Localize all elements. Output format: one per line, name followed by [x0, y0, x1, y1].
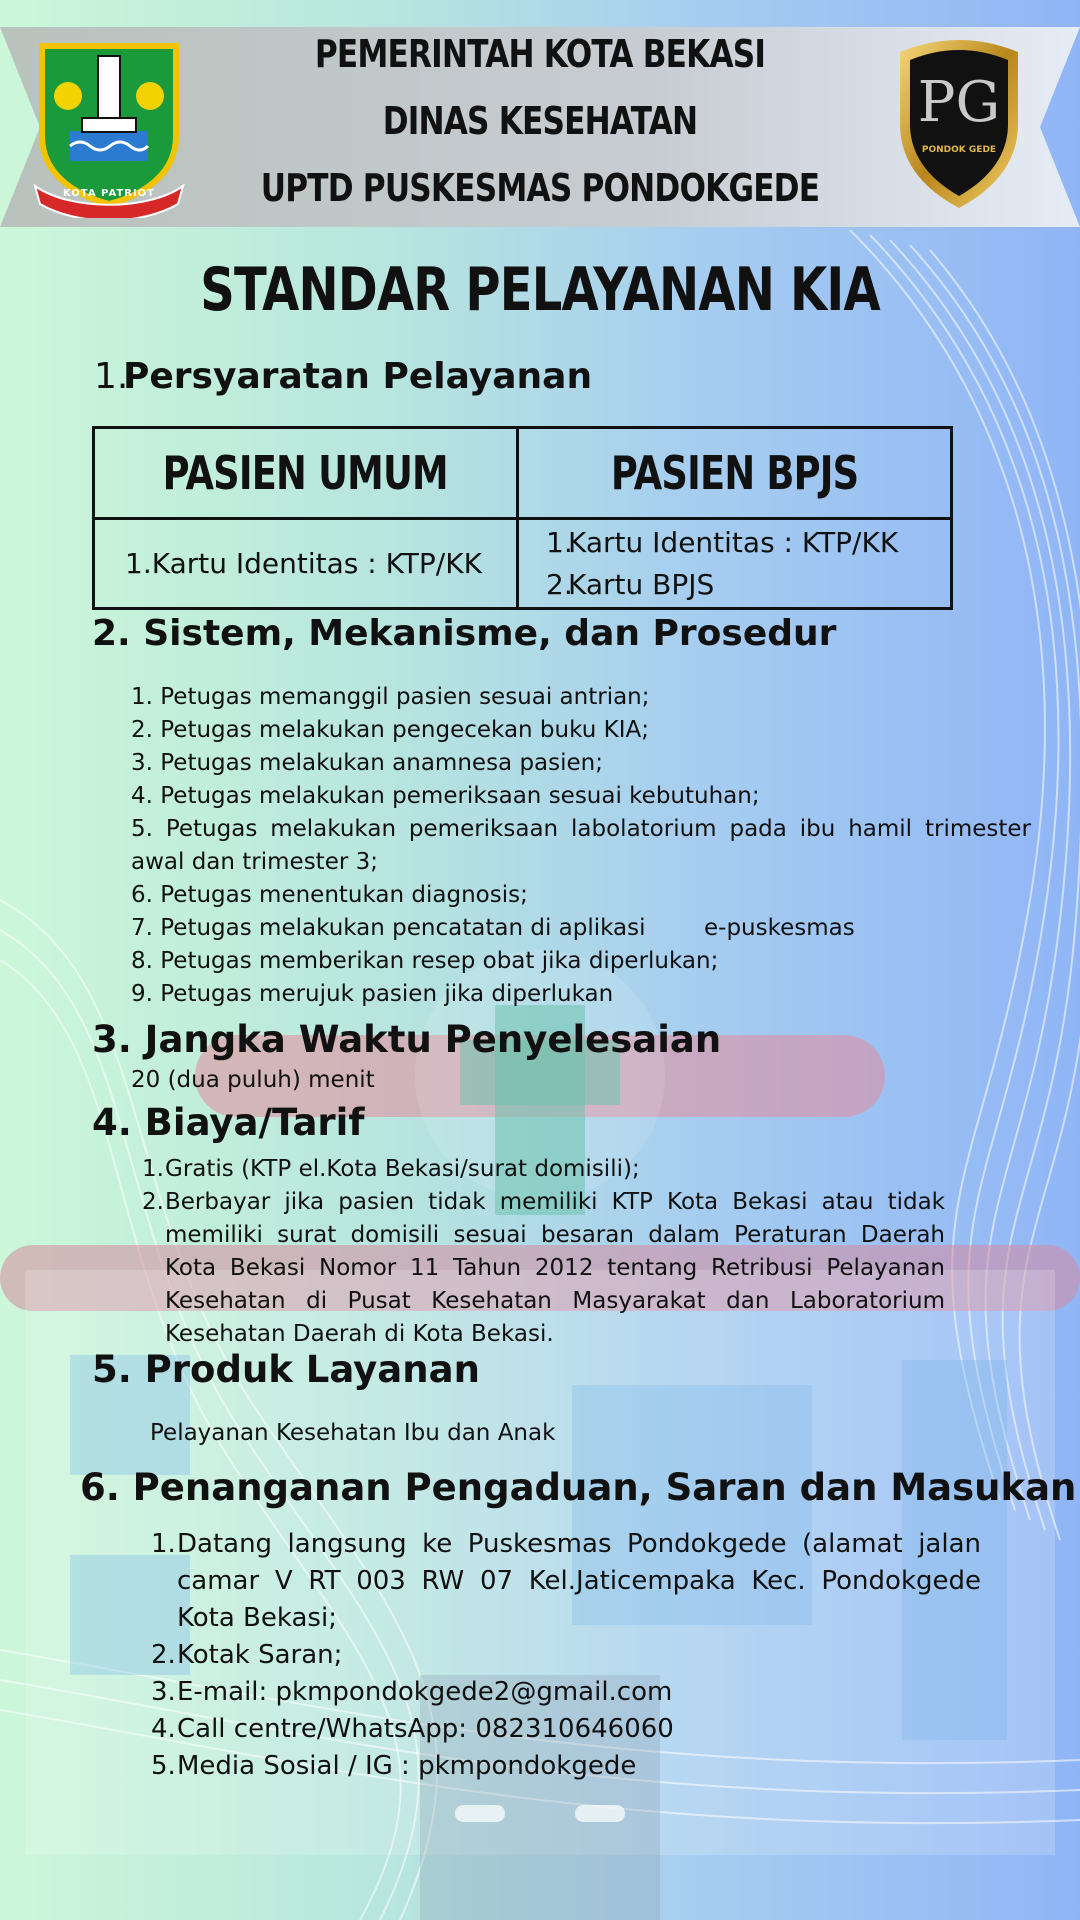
list-item: 2. Berbayar jika pasien tidak memiliki KTP Kota Bekasi atau tidak memiliki surat domisili sesuai besaran dalam Peraturan Daerah Kota Bekasi Nomor 11 Tahun 2012 tentang Retribusi Pelayanan Kesehatan di Pusat Kesehatan Masyarakat dan Laboratorium Kesehatan Daerah di Kota Bekasi. [142, 1189, 945, 1347]
header-line-government: PEMERINTAH KOTA BEKASI [314, 32, 766, 76]
list-item: 2. Petugas melakukan pengecekan buku KIA; [131, 717, 649, 743]
list-item: Kartu Identitas : KTP/KK [151, 547, 482, 580]
list-item: 6. Petugas menentukan diagnosis; [131, 882, 528, 908]
list-item: 5. Petugas melakukan pemeriksaan labolatorium pada ibu hamil trimester awal dan trimester 3; [131, 816, 1031, 875]
section4-title: 4. Biaya/Tarif [92, 1101, 365, 1144]
table-cell-umum [94, 519, 518, 609]
table-header-umum: PASIEN UMUM [94, 428, 518, 519]
page-title: STANDAR PELAYANAN KIA [200, 255, 880, 325]
list-item: 2. Kotak Saran; [151, 1640, 343, 1670]
table-cell-bpjs [518, 519, 952, 609]
section3-title: 3. Jangka Waktu Penyelesaian [92, 1018, 722, 1061]
list-item: 7. Petugas melakukan pencatatan di aplikasi e-puskesmas [131, 915, 855, 941]
pg-logo-caption: PONDOK GEDE [921, 145, 997, 155]
requirements-table [92, 426, 953, 610]
list-number: 2. [546, 567, 573, 601]
crest-ribbon-text: KOTA PATRIOT [62, 188, 155, 199]
section2-title: 2. Sistem, Mekanisme, dan Prosedur [92, 613, 837, 654]
list-item: 3. Petugas melakukan anamnesa pasien; [131, 750, 603, 776]
list-item: 8. Petugas memberikan resep obat jika diperlukan; [131, 948, 719, 974]
pg-logo-letters: PG [917, 70, 1001, 135]
procedure-list [131, 681, 1031, 1011]
list-item: 1. Petugas memanggil pasien sesuai antrian; [131, 684, 650, 710]
fee-list [142, 1153, 945, 1351]
list-item: 1. Gratis (KTP el.Kota Bekasi/surat domisili); [142, 1156, 640, 1182]
table-header-bpjs: PASIEN BPJS [518, 428, 952, 519]
social-media-handle: Media Sosial / IG : pkmpondokgede [177, 1751, 637, 1781]
service-product-text: Pelayanan Kesehatan Ibu dan Anak [150, 1420, 556, 1446]
list-item: 3. E-mail: pkmpondokgede2@gmail.com [151, 1677, 673, 1707]
list-item: Kartu BPJS [568, 567, 715, 601]
section5-title: 5. Produk Layanan [92, 1348, 480, 1391]
complaint-channel-list [151, 1526, 981, 1785]
section6-title: 6. Penanganan Pengaduan, Saran dan Masukan [80, 1466, 1077, 1509]
email-address: E-mail: pkmpondokgede2@gmail.com [177, 1677, 673, 1707]
section1-title: Persyaratan Pelayanan [123, 356, 593, 397]
list-item: 4. Petugas melakukan pemeriksaan sesuai kebutuhan; [131, 783, 760, 809]
phone-number: Call centre/WhatsApp: 082310646060 [177, 1714, 674, 1744]
list-item: Kartu Identitas : KTP/KK [568, 525, 899, 559]
list-number: 1. [125, 547, 152, 580]
list-item: 4. Call centre/WhatsApp: 082310646060 [151, 1714, 674, 1744]
header-line-uptd: UPTD PUSKESMAS PONDOKGEDE [260, 166, 820, 210]
list-item: 5. Media Sosial / IG : pkmpondokgede [151, 1751, 637, 1781]
list-item: 1. Datang langsung ke Puskesmas Pondokgede (alamat jalan camar V RT 003 RW 07 Kel.Jaticempaka Kec. Pondokgede Kota Bekasi; [151, 1529, 981, 1633]
list-number: 1. [546, 525, 573, 559]
completion-time-text: 20 (dua puluh) menit [131, 1067, 375, 1093]
list-item: 9. Petugas merujuk pasien jika diperlukan [131, 981, 614, 1007]
header-line-department: DINAS KESEHATAN [382, 99, 698, 143]
section1-number: 1. [94, 356, 129, 397]
